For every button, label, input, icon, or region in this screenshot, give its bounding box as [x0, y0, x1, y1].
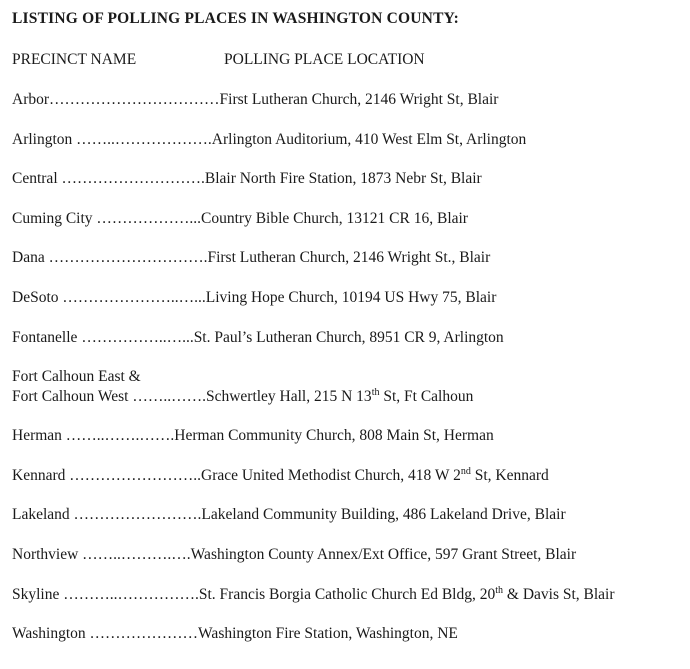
precinct-name: Dana — [12, 249, 49, 267]
ordinal-suffix: nd — [460, 465, 471, 477]
list-item — [12, 505, 688, 545]
precinct-name-header: PRECINCT NAME — [12, 51, 137, 68]
precinct-name: Washington — [12, 625, 90, 643]
list-item — [12, 466, 688, 506]
precinct-name: Herman — [12, 427, 66, 445]
ordinal-suffix: th — [371, 387, 380, 399]
polling-location-rest: St, Ft Calhoun — [379, 388, 474, 406]
polling-place-header: POLLING PLACE LOCATION — [224, 51, 425, 68]
list-item — [12, 545, 688, 585]
dot-leader: …………………………… — [49, 91, 220, 108]
dot-leader: ………………………. — [61, 170, 205, 188]
dot-leader: ……..……….…. — [82, 545, 191, 563]
polling-location-rest: & Davis St, Blair — [503, 585, 615, 603]
polling-location: Herman Community Church, 808 Main St, Herman — [174, 427, 494, 445]
precinct-name: Fontanelle — [12, 328, 82, 346]
document-title: LISTING OF POLLING PLACES IN WASHINGTON COUNTY: — [12, 10, 459, 27]
polling-location: Washington Fire Station, Washington, NE — [198, 625, 458, 643]
list-item — [12, 248, 688, 288]
precinct-name: Cuming City — [12, 209, 97, 227]
polling-location: Arlington Auditorium, 410 West Elm St, Arlington — [211, 130, 527, 148]
list-item — [12, 624, 688, 664]
dot-leader: ………………... — [96, 209, 202, 227]
list-item — [12, 585, 688, 625]
polling-location: First Lutheran Church, 2146 Wright St., Blair — [207, 249, 491, 267]
list-item — [12, 328, 688, 368]
precinct-name: Northview — [12, 545, 83, 563]
list-item — [12, 426, 688, 466]
polling-location-rest: St, Kennard — [470, 466, 549, 484]
precinct-name: Skyline — [12, 585, 64, 603]
polling-places-list — [12, 90, 688, 664]
polling-location: First Lutheran Church, 2146 Wright St, Blair — [219, 91, 499, 108]
list-item — [12, 367, 688, 426]
precinct-name: Arbor — [12, 91, 50, 108]
dot-leader: ……..……. — [132, 388, 206, 406]
precinct-name-line1: Fort Calhoun East & — [12, 368, 141, 386]
dot-leader: ……………..…... — [81, 328, 194, 346]
dot-leader: ………..……………. — [63, 585, 199, 603]
polling-location: Washington County Annex/Ext Office, 597 Grant Street, Blair — [190, 545, 577, 563]
precinct-name: Central — [12, 170, 62, 188]
polling-location: St. Paul’s Lutheran Church, 8951 CR 9, Arlington — [193, 328, 504, 346]
ordinal-suffix: th — [495, 584, 504, 596]
dot-leader: ……..………………. — [76, 130, 212, 148]
polling-location: Blair North Fire Station, 1873 Nebr St, Blair — [204, 170, 482, 188]
list-item — [12, 209, 688, 249]
list-item — [12, 288, 688, 328]
dot-leader: ……………………. — [73, 506, 202, 524]
dot-leader: ………………… — [89, 625, 199, 643]
polling-location: St. Francis Borgia Catholic Church Ed Bldg, 20 — [198, 585, 496, 603]
dot-leader: …………………….. — [69, 466, 201, 484]
precinct-name: Lakeland — [12, 506, 74, 524]
polling-location: Grace United Methodist Church, 418 W 2 — [201, 466, 461, 484]
precinct-name: DeSoto — [12, 288, 63, 306]
polling-location: Lakeland Community Building, 486 Lakeland Drive, Blair — [201, 506, 566, 524]
list-item — [12, 169, 688, 209]
list-item — [12, 90, 688, 130]
polling-location: Country Bible Church, 13121 CR 16, Blair — [201, 209, 468, 227]
dot-leader: …………………………. — [48, 249, 208, 267]
precinct-name: Fort Calhoun West — [12, 388, 133, 406]
polling-location: Living Hope Church, 10194 US Hwy 75, Blair — [205, 288, 497, 306]
dot-leader: …………………..…... — [62, 288, 206, 306]
precinct-name: Arlington — [12, 130, 77, 148]
list-item — [12, 130, 688, 170]
polling-location: Schwertley Hall, 215 N 13 — [205, 388, 372, 406]
precinct-name: Kennard — [12, 466, 70, 484]
dot-leader: ……..…….……. — [65, 427, 175, 445]
